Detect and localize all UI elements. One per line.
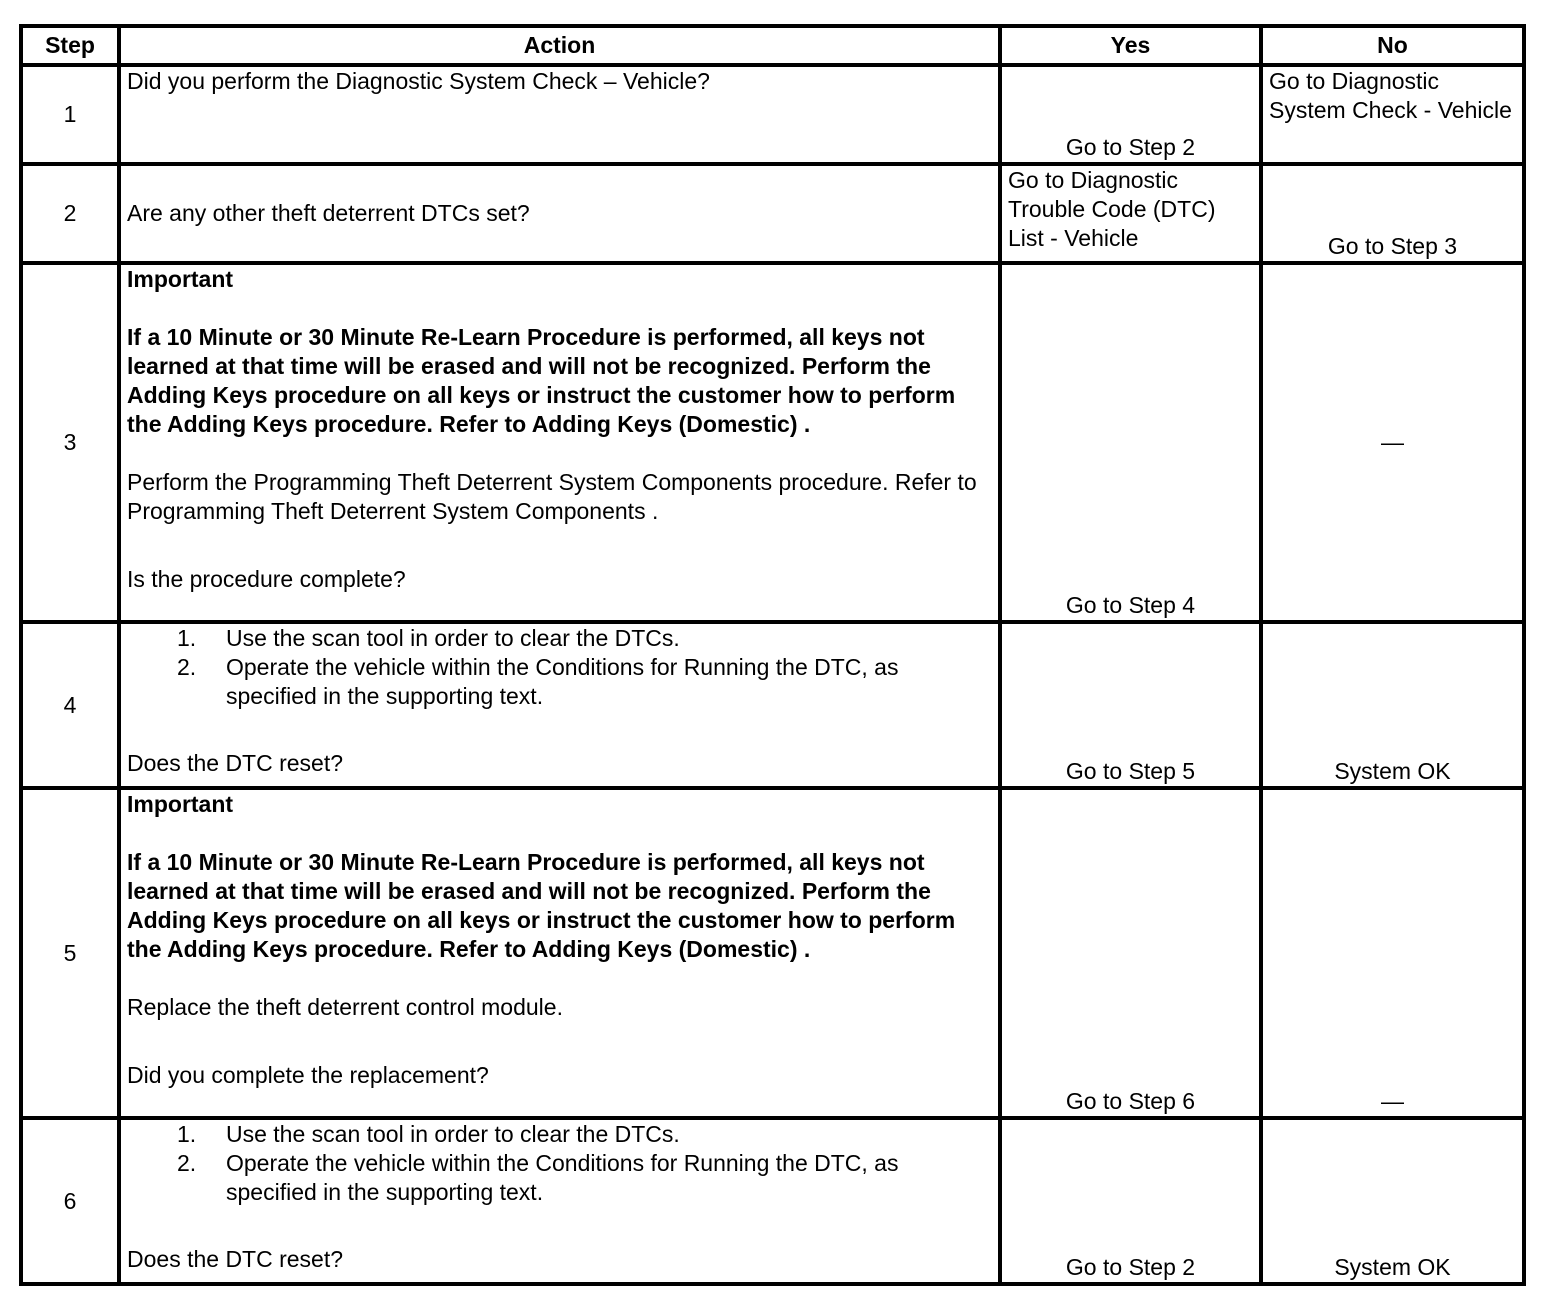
yes-cell: Go to Step 2 (1000, 65, 1261, 164)
table-row (21, 622, 1524, 788)
no-cell: Go to Step 3 (1261, 164, 1524, 263)
procedure-list (127, 1120, 992, 1207)
no-cell: System OK (1261, 1118, 1524, 1284)
yes-cell: Go to Step 6 (1000, 788, 1261, 1118)
list-item-number: 1. (177, 625, 197, 651)
action-cell (119, 622, 1000, 788)
action-question: Does the DTC reset? (127, 750, 344, 776)
no-cell: — (1261, 263, 1524, 622)
header-no: No (1261, 26, 1524, 65)
list-item-text: Use the scan tool in order to clear the DTCs. (226, 625, 680, 651)
step-number: 3 (21, 263, 119, 622)
action-question: Did you perform the Diagnostic System Check – Vehicle? (127, 68, 710, 94)
action-cell (119, 164, 1000, 263)
no-cell: Go to Diagnostic System Check - Vehicle (1261, 65, 1524, 164)
table-row (21, 263, 1524, 622)
procedure-list (127, 624, 992, 711)
action-instruction: Replace the theft deterrent control module. (127, 994, 563, 1020)
header-action: Action (119, 26, 1000, 65)
header-row (21, 26, 1524, 65)
action-cell (119, 788, 1000, 1118)
list-item-text: Operate the vehicle within the Conditions for Running the DTC, as specified in the supporting text. (226, 654, 899, 709)
no-cell: System OK (1261, 622, 1524, 788)
list-item (127, 653, 992, 711)
step-number: 4 (21, 622, 119, 788)
list-item (127, 1120, 992, 1149)
table-row (21, 65, 1524, 164)
action-cell (119, 1118, 1000, 1284)
list-item (127, 1149, 992, 1207)
list-item-number: 2. (177, 1150, 197, 1176)
yes-cell: Go to Step 2 (1000, 1118, 1261, 1284)
step-number: 2 (21, 164, 119, 263)
important-title: Important (127, 266, 234, 292)
step-number: 6 (21, 1118, 119, 1284)
list-item-number: 2. (177, 654, 197, 680)
yes-cell: Go to Step 5 (1000, 622, 1261, 788)
list-item-text: Use the scan tool in order to clear the DTCs. (226, 1121, 680, 1147)
step-number: 1 (21, 65, 119, 164)
list-item (127, 624, 992, 653)
header-yes: Yes (1000, 26, 1261, 65)
important-text: If a 10 Minute or 30 Minute Re-Learn Procedure is performed, all keys not learned at that time will be erased and will not be recognized. Perform the Adding Keys procedure on all keys or instruct the customer how to perform the Adding Keys procedure. Refer to Adding Keys (Domestic) . (127, 849, 956, 962)
action-cell (119, 263, 1000, 622)
important-title: Important (127, 791, 234, 817)
header-step: Step (21, 26, 119, 65)
important-text: If a 10 Minute or 30 Minute Re-Learn Procedure is performed, all keys not learned at that time will be erased and will not be recognized. Perform the Adding Keys procedure on all keys or instruct the customer how to perform the Adding Keys procedure. Refer to Adding Keys (Domestic) . (127, 324, 956, 437)
action-cell (119, 65, 1000, 164)
table-row (21, 1118, 1524, 1284)
action-question: Are any other theft deterrent DTCs set? (127, 200, 530, 226)
table-row (21, 164, 1524, 263)
no-cell: — (1261, 788, 1524, 1118)
step-number: 5 (21, 788, 119, 1118)
action-question: Did you complete the replacement? (127, 1062, 489, 1088)
yes-cell: Go to Diagnostic Trouble Code (DTC) List - Vehicle (1000, 164, 1261, 263)
table-row (21, 788, 1524, 1118)
action-question: Is the procedure complete? (127, 566, 406, 592)
yes-cell: Go to Step 4 (1000, 263, 1261, 622)
diagnostic-table (19, 24, 1526, 1286)
list-item-number: 1. (177, 1121, 197, 1147)
list-item-text: Operate the vehicle within the Conditions for Running the DTC, as specified in the supporting text. (226, 1150, 899, 1205)
action-instruction: Perform the Programming Theft Deterrent System Components procedure. Refer to Programming Theft Deterrent System Components . (127, 469, 977, 524)
action-question: Does the DTC reset? (127, 1246, 344, 1272)
